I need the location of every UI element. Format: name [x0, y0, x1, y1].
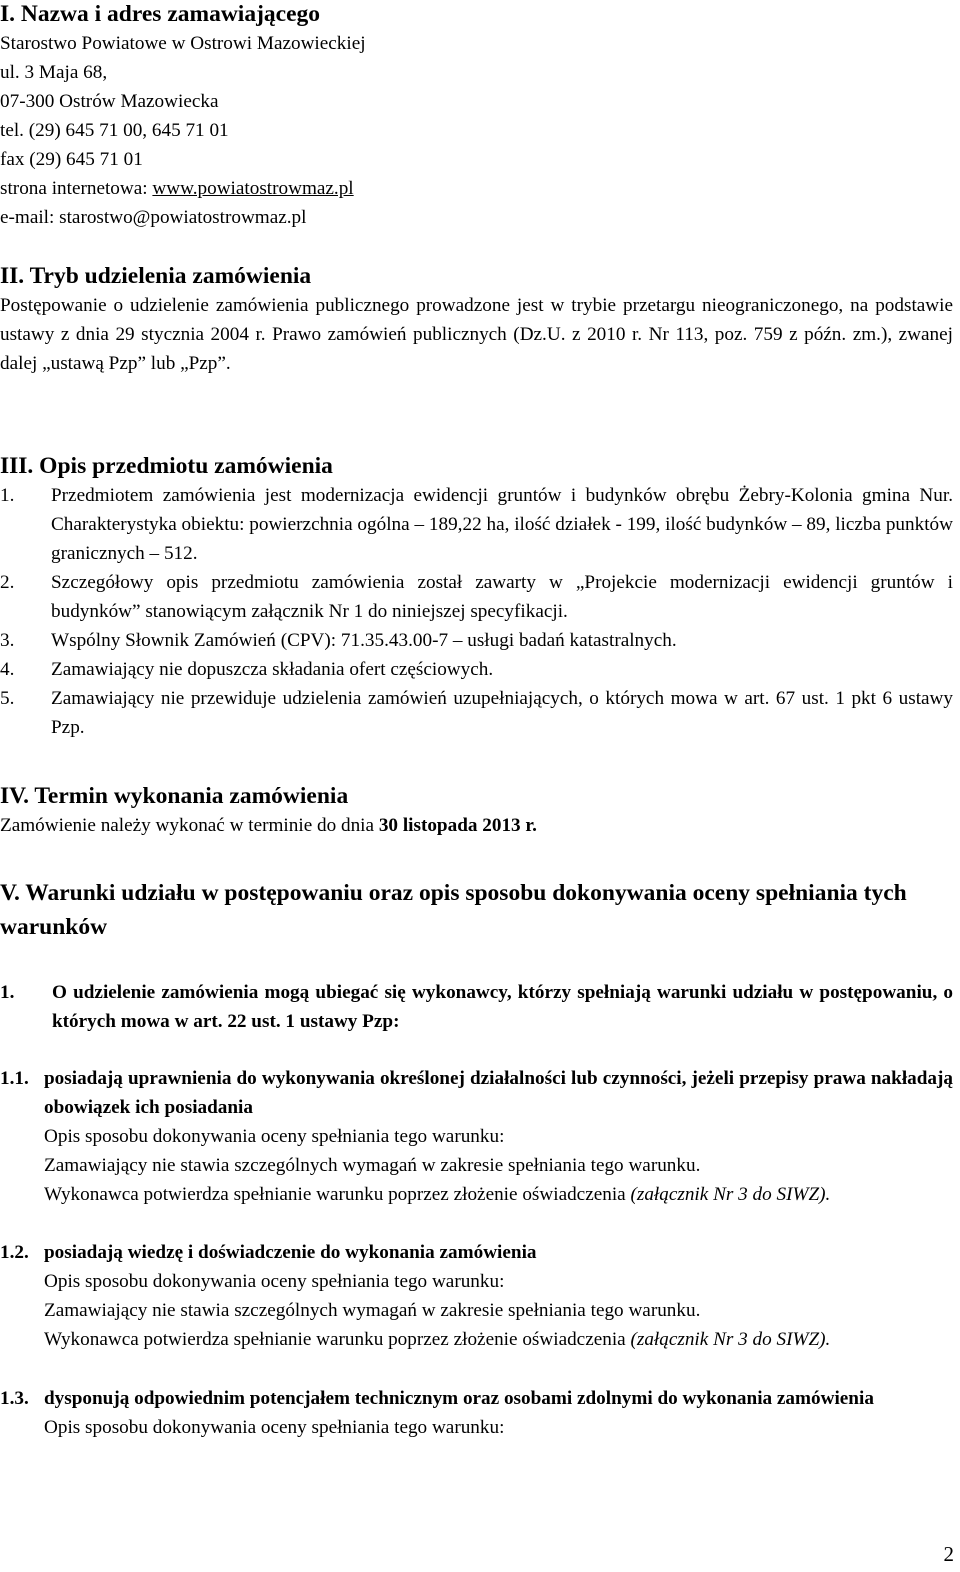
- subcondition-title: posiadają wiedzę i doświadczenie do wykonania zamówienia: [44, 1242, 537, 1263]
- section-4: [0, 782, 953, 840]
- confirmation-main: Wykonawca potwierdza spełnianie warunku poprzez złożenie oświadczenia: [44, 1329, 631, 1350]
- phone-line: tel. (29) 645 71 00, 645 71 01: [0, 120, 229, 141]
- evaluation-label: Opis sposobu dokonywania oceny spełniania tego warunku:: [44, 1417, 505, 1438]
- subcondition-1-3: [0, 1384, 953, 1442]
- section-1: [0, 0, 960, 232]
- list-item-number: 4.: [0, 659, 15, 680]
- address-line: ul. 3 Maja 68,: [0, 62, 108, 83]
- list-item-number: 2.: [0, 572, 15, 593]
- fax-line: fax (29) 645 71 01: [0, 149, 143, 170]
- evaluation-label: Opis sposobu dokonywania oceny spełniania tego warunku:: [44, 1126, 505, 1147]
- section-3-heading: III. Opis przedmiotu zamówienia: [0, 453, 333, 479]
- list-item-number: 3.: [0, 630, 15, 651]
- address-line: 07-300 Ostrów Mazowiecka: [0, 91, 219, 112]
- section-3: [0, 452, 953, 742]
- subcondition: [0, 1238, 953, 1354]
- website-label: strona internetowa:: [0, 178, 153, 199]
- list-item: [0, 626, 953, 655]
- section-2-heading: II. Tryb udzielenia zamówienia: [0, 263, 312, 289]
- subcondition: [0, 1064, 953, 1209]
- list-item-number: 1.: [0, 485, 15, 506]
- condition-intro: [0, 978, 953, 1036]
- list-item: [0, 655, 953, 684]
- section-4-heading: IV. Termin wykonania zamówienia: [0, 783, 349, 809]
- attachment-ref: (załącznik Nr 3 do SIWZ).: [630, 1329, 831, 1350]
- deadline-date: 30 listopada 2013 r.: [378, 815, 537, 836]
- email-line: e-mail: starostwo@powiatostrowmaz.pl: [0, 207, 307, 228]
- list-item-text: Wspólny Słownik Zamówień (CPV): 71.35.43.00-7 – usługi badań katastralnych.: [51, 630, 677, 651]
- subcondition-title: posiadają uprawnienia do wykonywania określonej działalności lub czynności, jeżeli przepisy prawa nakładają obowiązek ich posiadania: [44, 1068, 953, 1118]
- evaluation-text: Zamawiający nie stawia szczególnych wymagań w zakresie spełniania tego warunku.: [44, 1300, 701, 1321]
- section-2: [0, 262, 953, 378]
- subcondition-title: dysponują odpowiednim potencjałem technicznym oraz osobami zdolnymi do wykonania zamówienia: [44, 1388, 874, 1409]
- condition-number: 1.: [0, 982, 15, 1003]
- subcondition-number: 1.3.: [0, 1388, 29, 1409]
- list-item-text: Zamawiający nie dopuszcza składania ofert częściowych.: [51, 659, 494, 680]
- website-line: [0, 174, 960, 203]
- list-item-text: Szczegółowy opis przedmiotu zamówienia został zawarty w „Projekcie modernizacji ewidencji gruntów i budynków” stanowiącym załącznik Nr 1 do niniejszej specyfikacji.: [51, 572, 953, 622]
- list-item: [0, 684, 953, 742]
- subcondition: [0, 1384, 953, 1442]
- section-5-point-1: [0, 978, 953, 1036]
- confirmation-text: [44, 1180, 953, 1209]
- section-5: [0, 876, 953, 944]
- subcondition-1-1: [0, 1064, 953, 1209]
- evaluation-text: Zamawiający nie stawia szczególnych wymagań w zakresie spełniania tego warunku.: [44, 1155, 701, 1176]
- list-item-number: 5.: [0, 688, 15, 709]
- evaluation-label: Opis sposobu dokonywania oceny spełniania tego warunku:: [44, 1271, 505, 1292]
- list-item-text: Przedmiotem zamówienia jest modernizacja ewidencji gruntów i budynków obrębu Żebry-Kolonia gmina Nur. Charakterystyka obiektu: powierzchnia ogólna – 189,22 ha, ilość działek - 199, ilość budynków – 89, liczba punktów granicznych – 512.: [51, 485, 953, 564]
- section-5-heading: V. Warunki udziału w postępowaniu oraz opis sposobu dokonywania oceny spełniania tych warunków: [0, 880, 907, 940]
- subcondition-number: 1.2.: [0, 1242, 29, 1263]
- subcondition-number: 1.1.: [0, 1068, 29, 1089]
- deadline-line: [0, 811, 953, 840]
- section-1-heading: I. Nazwa i adres zamawiającego: [0, 1, 321, 27]
- list-item-text: Zamawiający nie przewiduje udzielenia zamówień uzupełniających, o których mowa w art. 67 ust. 1 pkt 6 ustawy Pzp.: [51, 688, 953, 738]
- deadline-prefix: Zamówienie należy wykonać w terminie do dnia: [0, 815, 379, 836]
- attachment-ref: (załącznik Nr 3 do SIWZ).: [630, 1184, 831, 1205]
- website-link[interactable]: www.powiatostrowmaz.pl: [152, 178, 354, 199]
- list-item: [0, 481, 953, 568]
- confirmation-text: [44, 1325, 953, 1354]
- condition-text: O udzielenie zamówienia mogą ubiegać się wykonawcy, którzy spełniają warunki udziału w postępowaniu, o których mowa w art. 22 ust. 1 ustawy Pzp:: [52, 982, 953, 1032]
- page-number: 2: [943, 1542, 954, 1566]
- section-2-text: Postępowanie o udzielenie zamówienia publicznego prowadzone jest w trybie przetargu nieograniczonego, na podstawie ustawy z dnia 29 stycznia 2004 r. Prawo zamówień publicznych (Dz.U. z 2010 r. Nr 113, poz. 759 z późn. zm.), zwanej dalej „ustawą Pzp” lub „Pzp”.: [0, 295, 953, 374]
- subcondition-1-2: [0, 1238, 953, 1354]
- list-item: [0, 568, 953, 626]
- confirmation-main: Wykonawca potwierdza spełnianie warunku poprzez złożenie oświadczenia: [44, 1184, 631, 1205]
- address-line: Starostwo Powiatowe w Ostrowi Mazowieckiej: [0, 33, 366, 54]
